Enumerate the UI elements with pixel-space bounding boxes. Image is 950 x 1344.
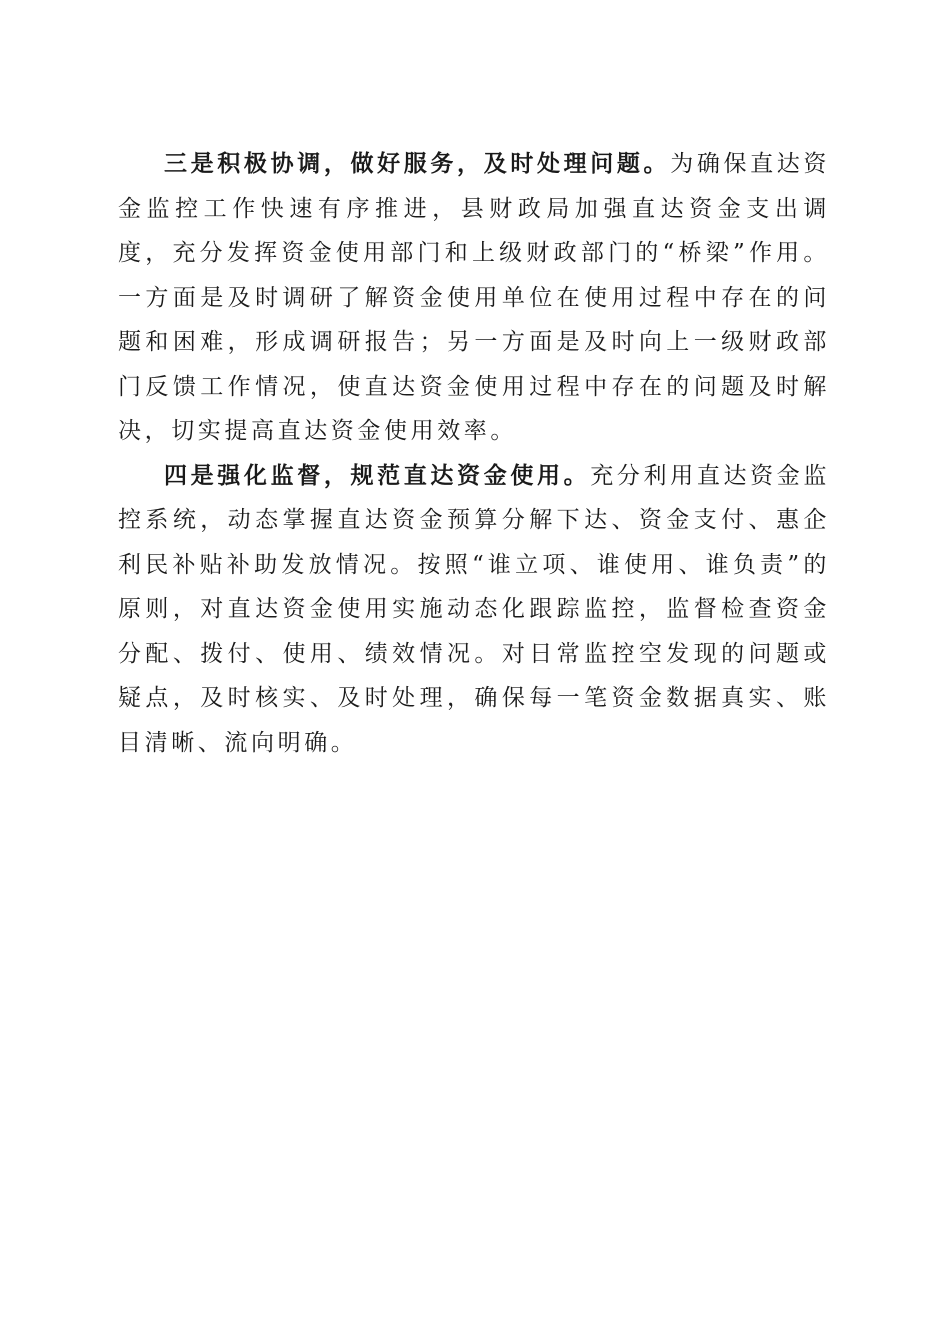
paragraph-coordination (118, 142, 830, 454)
paragraph-heading: 三是积极协调，做好服务，及时处理问题。 (164, 150, 671, 177)
paragraph-text: 为确保直达资金监控工作快速有序推进，县财政局加强直达资金支出调度，充分发挥资金使用部门和上级财政部门的“桥梁”作用。一方面是及时调研了解资金使用单位在使用过程中存在的问题和困难，形成调研报告；另一方面是及时向上一级财政部门反馈工作情况，使直达资金使用过程中存在的问题及时解决，切实提高直达资金使用效率。 (118, 151, 830, 444)
paragraph-text: 充分利用直达资金监控系统，动态掌握直达资金预算分解下达、资金支付、惠企利民补贴补助发放情况。按照“谁立项、谁使用、谁负责”的原则，对直达资金使用实施动态化跟踪监控，监督检查资金分配、拨付、使用、绩效情况。对日常监控空发现的问题或疑点，及时核实、及时处理，确保每一笔资金数据真实、账目清晰、流向明确。 (118, 462, 830, 756)
paragraph-heading: 四是强化监督，规范直达资金使用。 (164, 461, 591, 489)
paragraph-supervision (118, 454, 830, 766)
document-body (118, 142, 830, 765)
